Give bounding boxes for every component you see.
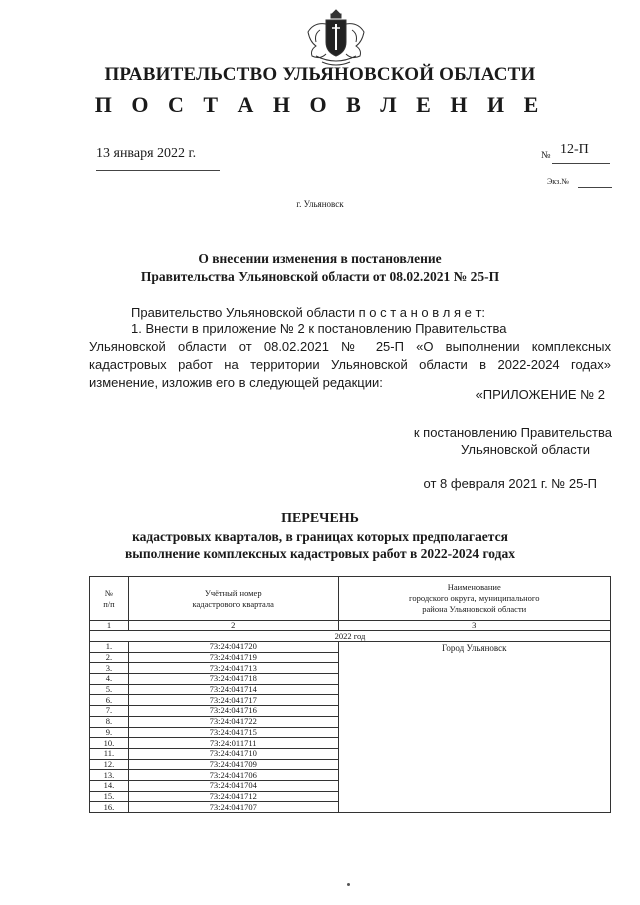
cadastral-table (89, 576, 611, 813)
cadastral-code: 73:24:041715 (128, 727, 338, 738)
cadastral-code: 73:24:041710 (128, 748, 338, 759)
year-label: 2022 год (90, 631, 611, 642)
year-row (90, 631, 611, 642)
cadastral-code: 73:24:041714 (128, 684, 338, 695)
main-paragraph (89, 320, 611, 392)
row-number: 3. (90, 663, 129, 674)
cadastral-code: 73:24:041716 (128, 706, 338, 717)
row-number: 2. (90, 652, 129, 663)
row-number: 7. (90, 706, 129, 717)
cadastral-code: 73:24:041718 (128, 674, 338, 685)
cadastral-code: 73:24:041722 (128, 716, 338, 727)
page-mark (347, 883, 350, 886)
header-region: Наименование городского округа, муниципального района Ульяновской области (338, 577, 610, 621)
region-name: Город Ульяновск (338, 642, 610, 813)
appendix-line-3: от 8 февраля 2021 г. № 25-П (423, 476, 597, 491)
government-name: ПРАВИТЕЛЬСТВО УЛЬЯНОВСКОЙ ОБЛАСТИ (104, 64, 536, 85)
copy-number-label: Экз.№ (547, 177, 569, 186)
row-number: 16. (90, 802, 129, 813)
row-number: 14. (90, 780, 129, 791)
cadastral-code: 73:24:041707 (128, 802, 338, 813)
appendix-line-1: к постановлению Правительства (413, 425, 612, 440)
paragraph-line-1: 1. Внести в приложение № 2 к постановлению Правительства (131, 321, 507, 336)
row-number: 1. (90, 642, 129, 653)
intro-text: Правительство Ульяновской области п о с т а н о в л я е т: (131, 305, 486, 320)
date-underline (96, 170, 220, 171)
column-number: 2 (128, 621, 338, 631)
cadastral-code: 73:24:041713 (128, 663, 338, 674)
column-number: 1 (90, 621, 129, 631)
row-number: 15. (90, 791, 129, 802)
cadastral-code: 73:24:041720 (128, 642, 338, 653)
row-number: 5. (90, 684, 129, 695)
paragraph-rest: Ульяновской области от 08.02.2021 № 25-П «О выполнении комплексных кадастровых работ на территории Ульяновской области в 2022-2024 годах» изменение, изложив его в следующей редакции: (89, 339, 611, 390)
table-row (90, 642, 611, 653)
cadastral-code: 73:24:041719 (128, 652, 338, 663)
document-date: 13 января 2022 г. (96, 146, 197, 161)
cadastral-code: 73:24:041706 (128, 770, 338, 781)
table-header-row (90, 577, 611, 621)
city-name: г. Ульяновск (296, 199, 344, 209)
document-title (0, 250, 640, 286)
cadastral-code: 73:24:041709 (128, 759, 338, 770)
list-subheading (0, 528, 640, 562)
copy-number-underline (578, 187, 612, 188)
row-number: 4. (90, 674, 129, 685)
list-subheading-line-2: выполнение комплексных кадастровых работ в 2022-2024 годах (125, 546, 515, 561)
list-heading: ПЕРЕЧЕНЬ (281, 511, 359, 526)
row-number: 8. (90, 716, 129, 727)
number-prefix: № (541, 150, 551, 161)
list-subheading-line-1: кадастровых кварталов, в границах которых предполагается (132, 529, 508, 544)
appendix-line-2: Ульяновской области (460, 442, 590, 457)
row-number: 9. (90, 727, 129, 738)
cadastral-code: 73:24:041717 (128, 695, 338, 706)
row-number: 11. (90, 748, 129, 759)
column-numbers-row (90, 621, 611, 631)
appendix-title: «ПРИЛОЖЕНИЕ № 2 (475, 387, 605, 402)
cadastral-code: 73:24:011711 (128, 738, 338, 749)
header-number: № п/п (90, 577, 129, 621)
title-line-1: О внесении изменения в постановление (198, 251, 442, 266)
row-number: 13. (90, 770, 129, 781)
column-number: 3 (338, 621, 610, 631)
header-cadastral-code: Учётный номер кадастрового квартала (128, 577, 338, 621)
document-type: П О С Т А Н О В Л Е Н И Е (94, 92, 546, 117)
row-number: 6. (90, 695, 129, 706)
cadastral-code: 73:24:041712 (128, 791, 338, 802)
coat-of-arms-emblem (296, 6, 376, 70)
row-number: 10. (90, 738, 129, 749)
row-number: 12. (90, 759, 129, 770)
cadastral-code: 73:24:041704 (128, 780, 338, 791)
number-underline (552, 163, 610, 164)
document-number: 12-П (560, 142, 589, 157)
title-line-2: Правительства Ульяновской области от 08.02.2021 № 25-П (140, 269, 500, 284)
